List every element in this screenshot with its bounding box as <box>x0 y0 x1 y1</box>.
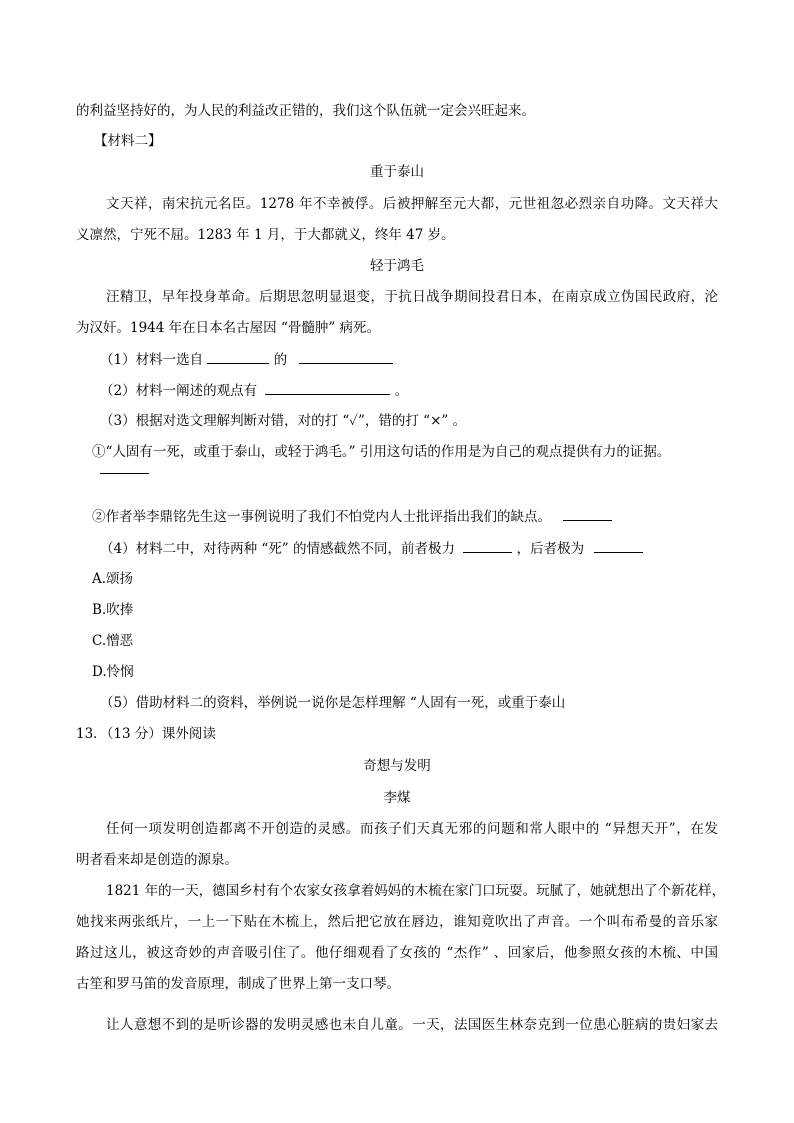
paragraph-line: 明者看来却是创造的源泉。 <box>76 852 238 868</box>
question-2-text: （2）材料一阐述的观点有 <box>100 383 258 399</box>
paragraph-line: 为汉奸。1944 年在日本名古屋因 “骨髓肿” 病死。 <box>76 320 381 336</box>
answer-blank[interactable] <box>299 349 393 364</box>
answer-blank[interactable] <box>100 473 149 474</box>
section-title-heavier-than-mount-tai: 重于泰山 <box>370 164 424 180</box>
question-1-connector: 的 <box>273 352 288 368</box>
paragraph-line: 古笙和罗马笛的发音原理，制成了世界上第一支口琴。 <box>76 976 400 992</box>
paragraph-line: 路过这儿，被这奇妙的声音吸引住了。他仔细观看了女孩的 “杰作” 、回家后，他参照女孩的木梳、中国 <box>76 945 718 961</box>
option-a[interactable]: A.颂扬 <box>92 571 134 587</box>
statement-2-text: ②作者举李鼎铭先生这一事例说明了我们不怕党内人士批评指出我们的缺点。 <box>92 509 551 525</box>
paragraph-line: 义凛然，宁死不屈。1283 年 1 月，于大都就义，终年 47 岁。 <box>76 227 455 243</box>
question-4 <box>100 538 718 558</box>
option-d[interactable]: D.怜悯 <box>92 664 134 680</box>
article-author: 李煤 <box>383 790 411 806</box>
answer-blank[interactable] <box>207 349 269 364</box>
question-2 <box>100 380 718 400</box>
paragraph-line: 汪精卫，早年投身革命。后期思忽明显退变，于抗日战争期间投君日本，在南京成立伪国民政府，沦 <box>106 289 718 305</box>
paragraph-line: 的利益坚持好的，为人民的利益改正错的，我们这个队伍就一定会兴旺起来。 <box>76 103 535 119</box>
paragraph-line: 让人意想不到的是听诊器的发明灵感也未自儿童。一天，法国医生林奈克到一位患心脏病的贵妇家去 <box>106 1017 718 1033</box>
statement-2 <box>92 506 718 526</box>
option-c[interactable]: C.憎恶 <box>92 633 134 649</box>
paragraph-line: 任何一项发明创造都离不开创造的灵感。而孩子们天真无邪的问题和常人眼中的 “异想天开”，在发 <box>106 821 718 837</box>
question-4-connector: ，后者极为 <box>516 541 585 557</box>
question-1-text: （1）材料一选自 <box>100 352 204 368</box>
paragraph-line: 文天祥，南宋抗元名臣。1278 年不幸被俘。后被押解至元大都，元世祖忽必烈亲自功降。文天祥大 <box>106 196 718 212</box>
option-b[interactable]: B.吹捧 <box>92 602 134 618</box>
answer-blank[interactable] <box>594 538 643 553</box>
paragraph-line: 1821 年的一天，德国乡村有个农家女孩拿着妈妈的木梳在家门口玩耍。玩腻了，她就想出了个新花样， <box>106 883 726 899</box>
question-1 <box>100 349 718 369</box>
material-two-heading: 【材料二】 <box>94 133 162 149</box>
question-4-text: （4）材料二中，对待两种 “死” 的情感截然不同，前者极力 <box>100 541 455 557</box>
statement-1: ①“人固有一死，或重于泰山，或轻于鸿毛。” 引用这句话的作用是为自己的观点提供有力的证据。 <box>92 444 671 460</box>
paragraph-line: 她找来两张纸片，一上一下贴在木梳上，然后把它放在唇边，谁知竟吹出了声音。一个叫布希曼的音乐家 <box>76 914 718 930</box>
question-3: （3）根据对选文理解判断对错，对的打 “✓”，错的打 “×” 。 <box>100 413 467 429</box>
question-5: （5）借助材料二的资料，举例说一说你是怎样理解 “人固有一死，或重于泰山 <box>100 695 566 711</box>
answer-blank[interactable] <box>265 380 390 395</box>
question-2-end: 。 <box>394 383 409 399</box>
answer-blank[interactable] <box>463 538 512 553</box>
answer-blank[interactable] <box>563 506 612 521</box>
question-13-heading: 13．（13 分）课外阅读 <box>76 726 216 742</box>
section-title-lighter-than-feather: 轻于鸿毛 <box>370 258 424 274</box>
article-title: 奇想与发明 <box>363 758 431 774</box>
